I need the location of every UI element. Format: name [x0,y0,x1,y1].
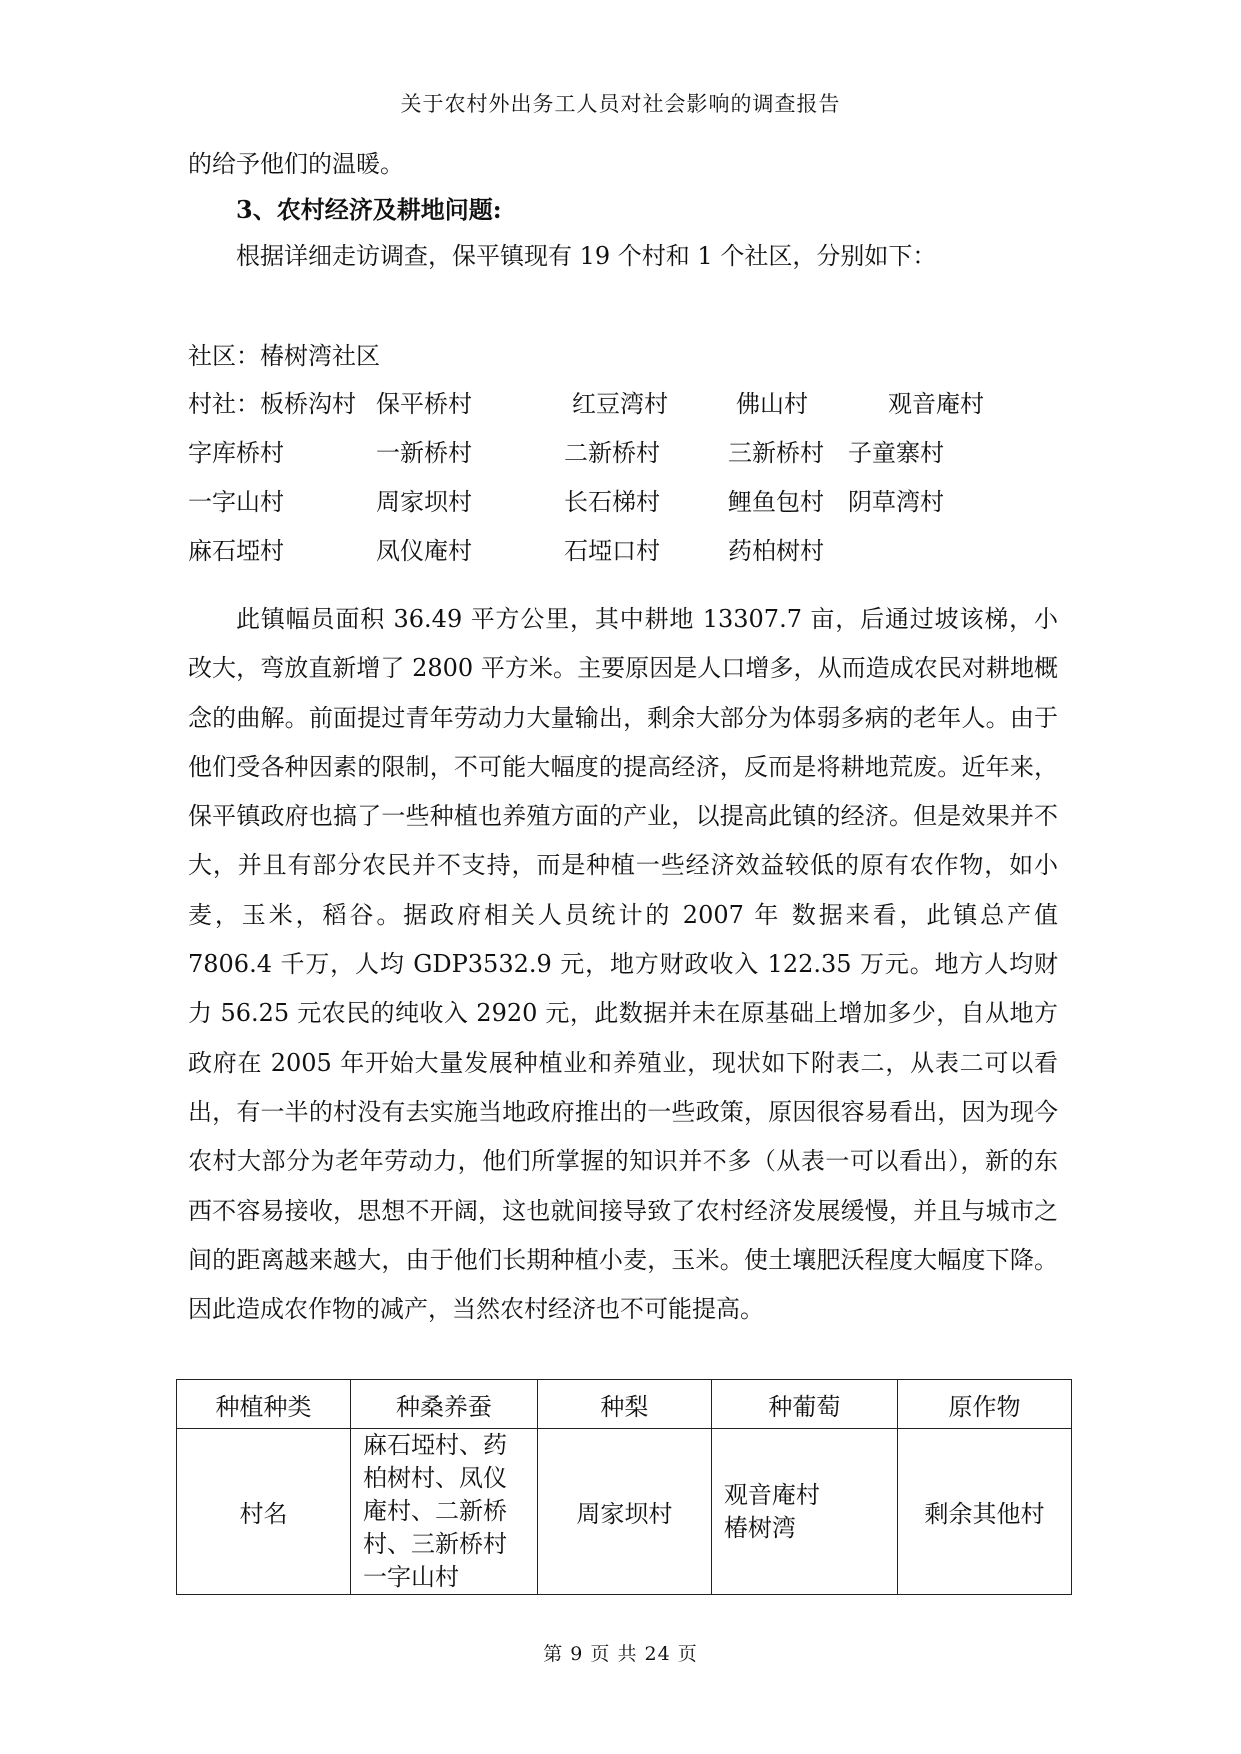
pear-villages-cell: 周家坝村 [537,1429,711,1595]
village-item: 保平桥村 [376,390,472,418]
cell-line: 村、三新桥村 [363,1530,508,1558]
village-item: 观音庵村 [888,390,984,418]
row-label-cell: 村名 [177,1429,351,1595]
village-item: 凤仪庵村 [376,537,472,565]
village-item: 鲤鱼包村 [728,488,824,516]
table-header-row [177,1380,1072,1429]
table-header-cell: 种桑养蚕 [351,1380,538,1429]
page-footer: 第 9 页 共 24 页 [543,1643,698,1665]
village-item: 麻石埡村 [188,537,284,565]
table-header-cell: 种梨 [537,1380,711,1429]
cell-line: 椿树湾 [723,1513,796,1542]
cell-line: 庵村、二新桥 [363,1497,508,1525]
survey-line: 根据详细走访调查，保平镇现有 19 个村和 1 个社区，分别如下： [236,242,937,270]
village-row [188,531,1058,580]
planting-table [176,1379,1072,1595]
village-row [188,433,1058,482]
village-item: 红豆湾村 [572,390,668,418]
village-item: 子童寨村 [848,439,944,467]
village-item: 长石梯村 [564,488,660,516]
original-crop-villages-cell: 剩余其他村 [897,1429,1071,1595]
village-item: 佛山村 [736,390,808,418]
village-item: 村社：板桥沟村 [188,390,356,418]
village-row [188,384,1058,433]
cell-line: 麻石埡村、药 [363,1431,508,1459]
cell-line: 柏树村、凤仪 [363,1464,508,1492]
village-item: 一新桥村 [376,439,472,467]
table-header-cell: 种植种类 [177,1380,351,1429]
village-list [188,384,1058,580]
page-header: 关于农村外出务工人员对社会影响的调查报告 [400,92,841,116]
table-header-cell: 原作物 [897,1380,1071,1429]
table-row [177,1429,1072,1595]
section-heading: 3、农村经济及耕地问题: [236,195,502,224]
village-item: 阴草湾村 [848,488,944,516]
sericulture-villages-cell [351,1429,538,1595]
community-line: 社区：椿树湾社区 [188,342,380,370]
cell-line: 一字山村 [363,1563,460,1591]
grape-villages-cell [711,1429,897,1595]
village-item: 石埡口村 [564,537,660,565]
village-item: 二新桥村 [564,439,660,467]
economy-paragraph: 此镇幅员面积 36.49 平方公里，其中耕地 13307.7 亩，后通过坡该梯，小改大，弯放直新增了 2800 平方米。主要原因是人口增多，从而造成农民对耕地概念的曲解。前面提过青年劳动力大量输出，剩余大部分为体弱多病的老年人。由于他们受各种因素的限制，不可能大幅度的提高经济，反而是将耕地荒废。近年来，保平镇政府也搞了一些种植也养殖方面的产业，以提高此镇的经济。但是效果并不大，并且有部分农民并不支持，而是种植一些经济效益较低的原有农作物，如小麦，玉米，稻谷。据政府相关人员统计的 2007 年 数据来看，此镇总产值 7806.4 千万，人均 GDP3532.9 元，地方财政收入 122.35 万元。地方人均财力 56.25 元农民的纯收入 2920 元，此数据并未在原基础上增加多少，自从地方政府在 2005 年开始大量发展种植业和养殖业，现状如下附表二，从表二可以看出，有一半的村没有去实施当地政府推出的一些政策，原因很容易看出，因为现今农村大部分为老年劳动力，他们所掌握的知识并不多（从表一可以看出），新的东西不容易接收，思想不开阔，这也就间接导致了农村经济发展缓慢，并且与城市之间的距离越来越大，由于他们长期种植小麦，玉米。使土壤肥沃程度大幅度下降。因此造成农作物的减产，当然农村经济也不可能提高。 [188,605,1058,1324]
intro-line: 的给予他们的温暖。 [188,150,404,178]
village-item: 字库桥村 [188,439,284,467]
table-header-cell: 种葡萄 [711,1380,897,1429]
cell-line: 观音庵村 [723,1480,820,1509]
village-row [188,482,1058,531]
village-item: 一字山村 [188,488,284,516]
village-item: 周家坝村 [376,488,472,516]
village-item: 药柏树村 [728,537,824,565]
village-item: 三新桥村 [728,439,824,467]
